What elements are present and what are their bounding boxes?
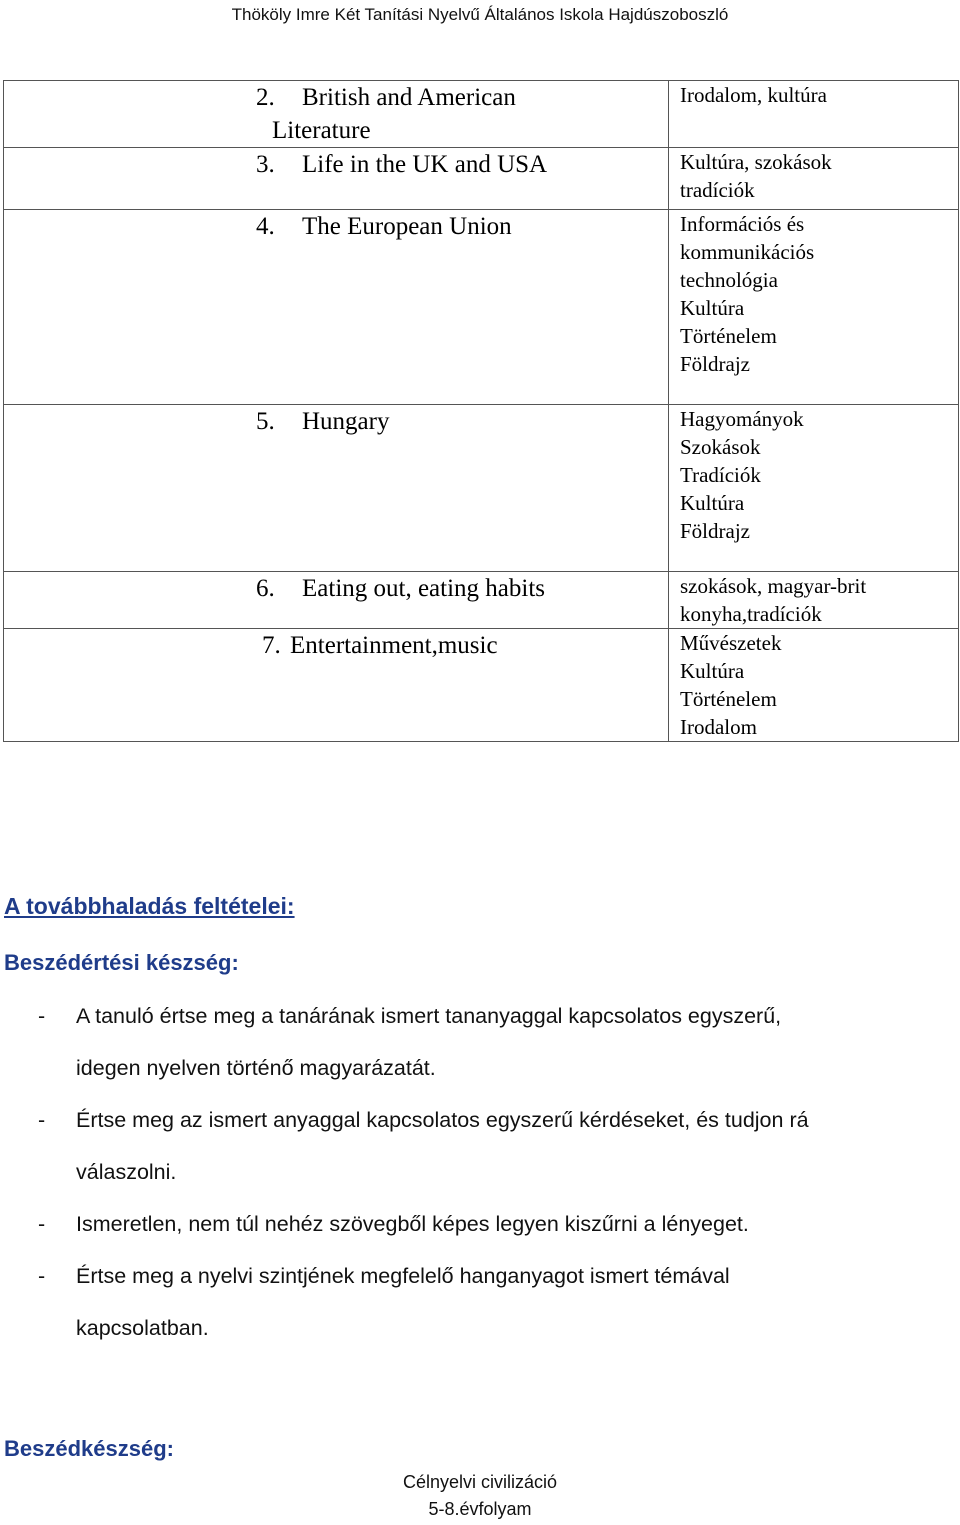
topic-cell (4, 572, 669, 629)
table-row (4, 148, 959, 210)
subject-item: Kultúra (680, 659, 745, 683)
speaking-title: Beszédkészség: (4, 1436, 174, 1461)
bullet-line: kapcsolatban. (76, 1316, 209, 1340)
topic-number: 2. (256, 84, 275, 111)
topic-title: Eating out, eating habits (302, 575, 546, 602)
bullet-dash: - (38, 1212, 46, 1236)
table-row (4, 572, 959, 629)
bullet-line: Értse meg a nyelvi szintjének megfelelő hanganyagot ismert témával (76, 1264, 730, 1288)
subject-item: Tradíciók (680, 463, 761, 487)
topic-number: 6. (256, 575, 275, 602)
subject-item: Irodalom (680, 715, 757, 739)
subject-item: Információs és (680, 212, 805, 236)
bullet-line: válaszolni. (76, 1160, 177, 1184)
bullet-dash: - (38, 1004, 46, 1028)
subject-item: tradíciók (680, 178, 755, 202)
table-row (4, 405, 959, 572)
subject-item: kommunikációs (680, 240, 815, 264)
footer-line: Célnyelvi civilizáció (402, 1472, 558, 1492)
topic-title-cont: Literature (272, 117, 371, 144)
subject-item: Földrajz (680, 352, 750, 376)
topics-table (3, 80, 959, 742)
subjects-cell (669, 405, 959, 572)
subject-item: Hagyományok (680, 407, 804, 431)
subject-item: Művészetek (680, 631, 782, 655)
topic-title: Entertainment,music (290, 632, 498, 659)
subject-item: Irodalom, kultúra (680, 83, 827, 107)
topic-cell (4, 148, 669, 210)
subject-item: Földrajz (680, 519, 750, 543)
topic-title: Life in the UK and USA (302, 151, 548, 178)
topic-title: The European Union (302, 213, 512, 240)
page-header: Thököly Imre Két Tanítási Nyelvű Általános Iskola Hajdúszoboszló (231, 5, 729, 24)
list-item (0, 1198, 960, 1250)
topic-number: 3. (256, 151, 275, 178)
table-row (4, 629, 959, 742)
topic-cell (4, 629, 669, 742)
list-item (0, 990, 960, 1094)
table-row (4, 210, 959, 405)
section-title: A továbbhaladás feltételei: (4, 893, 295, 919)
subject-item: Történelem (680, 687, 777, 711)
subject-item: Kultúra, szokások (680, 150, 832, 174)
requirements-list (0, 990, 960, 1354)
subject-item: Történelem (680, 324, 777, 348)
footer-line: 5-8.évfolyam (428, 1499, 532, 1519)
topic-cell (4, 405, 669, 572)
subjects-cell (669, 81, 959, 148)
subject-item: technológia (680, 268, 778, 292)
bullet-line: idegen nyelven történő magyarázatát. (76, 1056, 436, 1080)
subject-item: konyha,tradíciók (680, 602, 822, 626)
bullet-dash: - (38, 1108, 46, 1132)
subject-item: Szokások (680, 435, 761, 459)
listening-title: Beszédértési készség: (4, 950, 239, 975)
bullet-line: Ismeretlen, nem túl nehéz szövegből képes legyen kiszűrni a lényeget. (76, 1212, 749, 1236)
list-item (0, 1250, 960, 1354)
subjects-cell (669, 629, 959, 742)
subjects-cell (669, 148, 959, 210)
topic-number: 7. (262, 632, 281, 659)
topic-title: Hungary (302, 408, 390, 435)
topic-number: 5. (256, 408, 275, 435)
topic-cell (4, 210, 669, 405)
subjects-cell (669, 572, 959, 629)
bullet-line: Értse meg az ismert anyaggal kapcsolatos egyszerű kérdéseket, és tudjon rá (76, 1108, 809, 1132)
subject-item: szokások, magyar-brit (680, 574, 867, 598)
topic-title: British and American (302, 84, 516, 111)
table-row (4, 81, 959, 148)
bullet-line: A tanuló értse meg a tanárának ismert tananyaggal kapcsolatos egyszerű, (76, 1004, 782, 1028)
bullet-dash: - (38, 1264, 46, 1288)
topic-number: 4. (256, 213, 275, 240)
subjects-cell (669, 210, 959, 405)
subject-item: Kultúra (680, 296, 745, 320)
topic-cell (4, 81, 669, 148)
subject-item: Kultúra (680, 491, 745, 515)
list-item (0, 1094, 960, 1198)
